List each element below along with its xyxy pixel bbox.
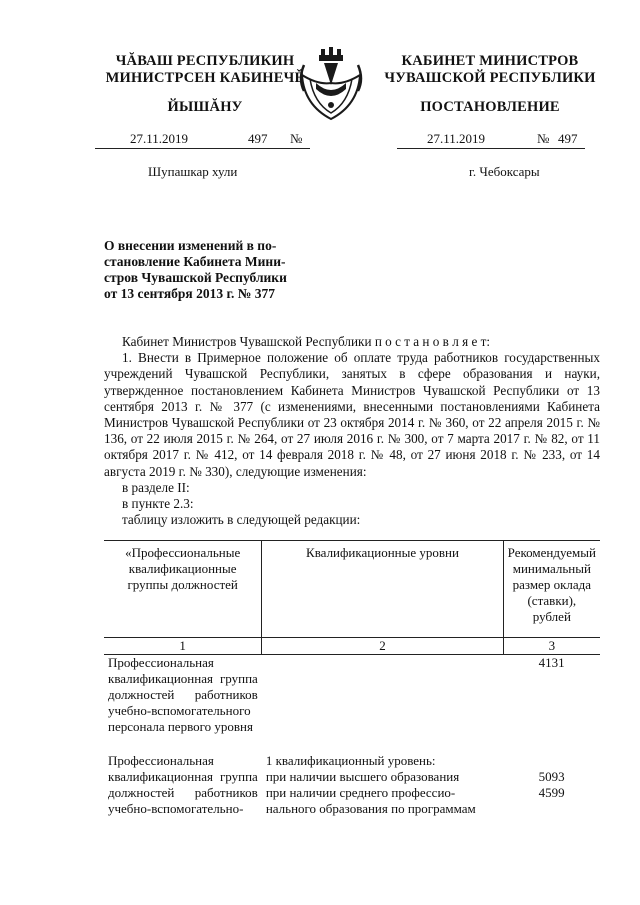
row1-amount: 4131 (538, 655, 565, 670)
right-number: 497 (558, 131, 578, 146)
document-title (104, 238, 302, 302)
table-row (104, 753, 600, 817)
right-city: г. Чебоксары (469, 164, 540, 179)
line-section: в разделе II: (122, 479, 190, 495)
col-number-1: 1 (104, 638, 262, 655)
line-table: таблицу изложить в следующей редакции: (122, 512, 361, 528)
salary-table (104, 540, 600, 817)
line-point: в пункте 2.3: (122, 496, 194, 512)
row2-level-line3: нального образования по программам (265, 801, 476, 816)
left-doc-type: ЙЫШĂНУ (167, 99, 243, 115)
title-line2: становление Кабинета Мини- (104, 254, 286, 269)
table-header-row (104, 541, 600, 638)
row2-level-line1: при наличии высшего образования (265, 769, 460, 784)
header-level: Квалификационные уровни (262, 541, 503, 638)
row2-level-line2: при наличии среднего профессио- (265, 785, 456, 800)
right-date-line (397, 132, 585, 149)
row2-group: Профессиональная квалификационная группа должностей работников учебно-вспомогательно- (108, 753, 258, 816)
left-date: 27.11.2019 (130, 131, 189, 146)
row2-level-title: 1 квалификационный уровень: (265, 753, 436, 768)
preamble-verb: п о с т а н о в л я е т: (374, 334, 491, 349)
table-number-row (104, 638, 600, 655)
left-date-line (95, 132, 310, 149)
row2-amounts (503, 753, 600, 817)
header-group: «Профессиональные квалификационные группы должностей (104, 541, 262, 638)
table-row (104, 655, 600, 754)
left-city: Шупашкар хули (148, 164, 238, 179)
title-line1: О внесении изменений в по- (104, 238, 277, 253)
row1-group: Профессиональная квалификационная группа должностей работников учебно-вспомогательного персонала первого уровня (108, 655, 258, 734)
header-amount: Рекомендуемый минимальный размер оклада (ставки), рублей (503, 541, 600, 638)
document-body (104, 334, 600, 528)
row2-amount1: 5093 (538, 769, 565, 784)
left-number-sign: № (290, 131, 303, 146)
right-header-line1: КАБИНЕТ МИНИСТРОВ (401, 53, 579, 69)
row2-amount2: 4599 (538, 785, 565, 800)
title-line3: стров Чувашской Республики (104, 270, 287, 285)
left-header-line2: МИНИСТРСЕН КАБИНЕЧĚ (105, 70, 305, 86)
row1-level (262, 655, 503, 754)
preamble (104, 334, 600, 350)
col-number-3: 3 (503, 638, 600, 655)
right-number-sign: № (537, 131, 550, 146)
right-header-line2: ЧУВАШСКОЙ РЕСПУБЛИКИ (384, 70, 596, 86)
item-1: 1. Внести в Примерное положение об оплате труда работников государственных учреждений Чувашской Республики, занятых в сфере образования и науки, утвержденное постановлением Кабинета Министров Чувашской Республики от 13 сентября 2013 г. № 377 (с изменениями, внесенными постановлениями Кабинета Министров Чувашской Республики от 23 октября 2014 г. № 360, от 22 апреля 2015 г. № 136, от 22 июля 2015 г. № 264, от 27 июля 2016 г. № 300, от 7 марта 2017 г. № 82, от 11 октября 2017 г. № 412, от 14 февраля 2018 г. № 48, от 27 июня 2018 г. № 233, от 14 августа 2019 г. № 330), следующие изменения: (104, 350, 600, 479)
chuvash-emblem-icon (294, 45, 368, 125)
preamble-start: Кабинет Министров Чувашской Республики (122, 334, 375, 349)
col-number-2: 2 (262, 638, 503, 655)
left-header-line1: ЧĂВАШ РЕСПУБЛИКИН (115, 53, 295, 69)
right-doc-type: ПОСТАНОВЛЕНИЕ (420, 99, 560, 115)
title-line4: от 13 сентября 2013 г. № 377 (104, 286, 275, 301)
row2-levels (262, 753, 503, 817)
left-number: 497 (248, 131, 268, 146)
right-date: 27.11.2019 (427, 131, 486, 146)
